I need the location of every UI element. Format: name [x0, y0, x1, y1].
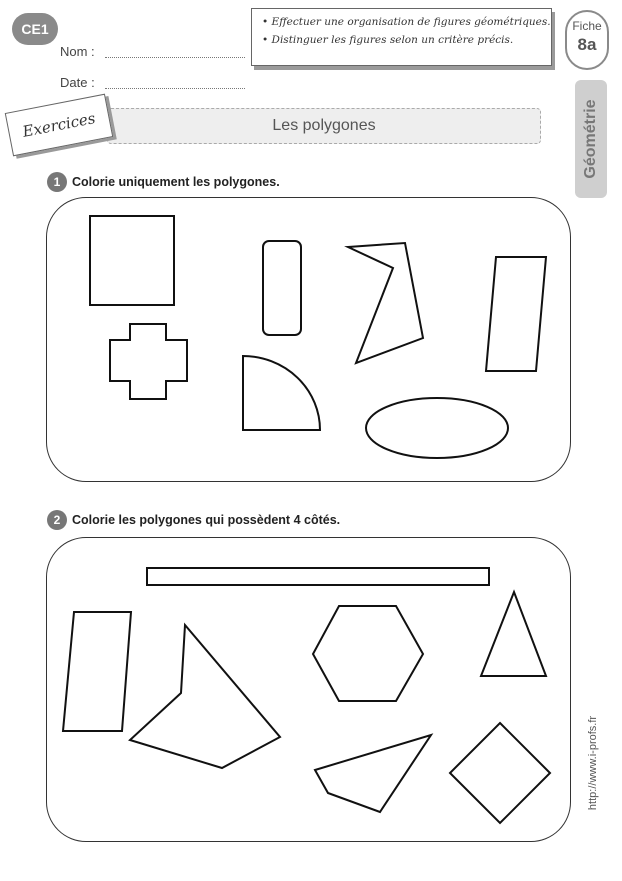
objective-item: • Distinguer les figures selon un critère précis. [262, 34, 514, 46]
quadrilateral-kite-shape[interactable] [130, 625, 280, 768]
objective-text: Distinguer les figures selon un critère précis. [271, 34, 514, 46]
name-label: Nom : [60, 44, 95, 59]
fiche-number: 8a [577, 35, 597, 54]
tilted-quadrilateral-shape[interactable] [63, 612, 131, 731]
website-url[interactable]: http://www.i-profs.fr [587, 715, 599, 811]
page-title: Les polygones [107, 108, 541, 144]
exercise-2-instruction: Colorie les polygones qui possèdent 4 côtés. [72, 513, 341, 527]
irregular-quadrilateral-shape[interactable] [315, 735, 431, 812]
hexagon-shape[interactable] [313, 606, 423, 701]
section-tag: Exercices [5, 94, 114, 157]
long-rectangle-shape[interactable] [147, 568, 489, 585]
exercise-2-number: 2 [47, 510, 67, 530]
objective-text: Effectuer une organisation de figures géométriques. [271, 16, 551, 28]
diamond-shape[interactable] [450, 723, 550, 823]
subject-label: Géométrie [582, 99, 599, 179]
level-badge: CE1 [12, 13, 58, 45]
date-label: Date : [60, 75, 95, 90]
fiche-label: Fiche [572, 19, 602, 33]
triangle-shape[interactable] [481, 592, 546, 676]
exercise-1-instruction: Colorie uniquement les polygones. [72, 175, 280, 189]
exercise-1-number: 1 [47, 172, 67, 192]
objective-item: • Effectuer une organisation de figures géométriques. [262, 16, 551, 28]
